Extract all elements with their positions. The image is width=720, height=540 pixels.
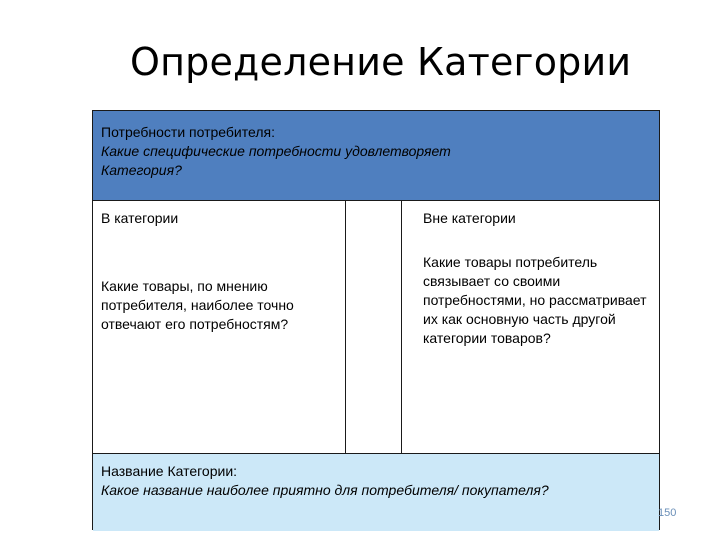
in-category-heading: В категории <box>101 210 179 226</box>
page-number: 150 <box>658 507 677 519</box>
category-name-question: Какое название наиболее приятно для потребителя/ покупателя? <box>101 482 549 498</box>
out-category-question: Какие товары потребитель связывает со своими потребностями, но рассматривает их как основную часть другой категории товаров? <box>423 254 647 346</box>
column-divider-right <box>401 201 402 453</box>
category-definition-table <box>92 110 660 530</box>
out-category-heading: Вне категории <box>423 210 516 226</box>
slide-title: Определение Категории <box>130 40 632 84</box>
category-name-heading: Название Категории: <box>101 463 238 479</box>
consumer-needs-box <box>93 111 659 201</box>
needs-heading: Потребности потребителя: <box>101 124 275 140</box>
category-name-box <box>93 453 659 531</box>
needs-question-line2: Категория? <box>101 162 182 178</box>
in-category-question: Какие товары, по мнению потребителя, наиболее точно отвечают его потребностям? <box>101 278 294 332</box>
needs-question-line1: Какие специфические потребности удовлетворяет <box>101 143 451 159</box>
